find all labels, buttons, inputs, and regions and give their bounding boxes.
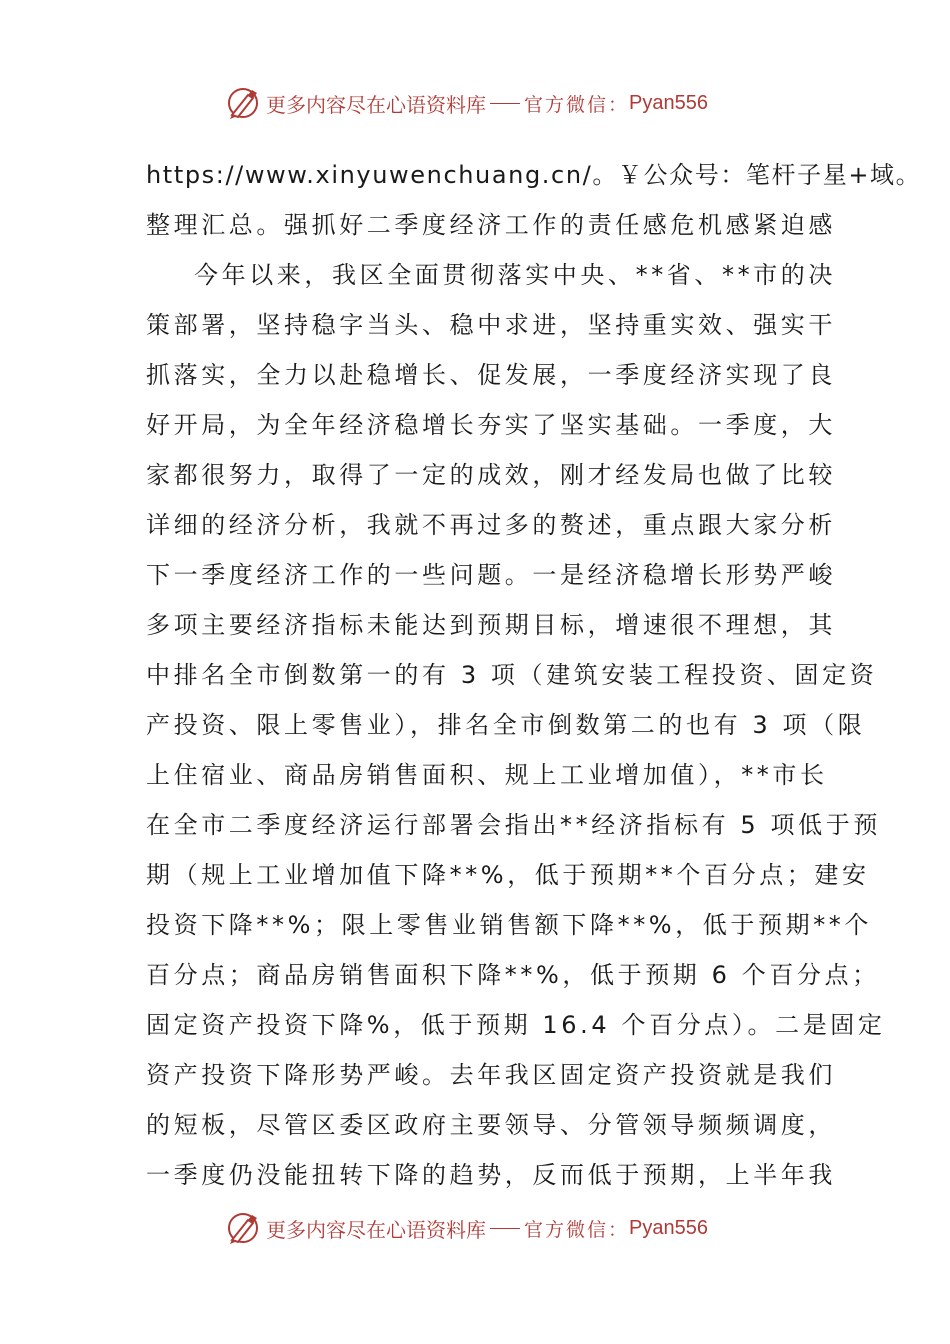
text-line: 固定资产投资下降%，低于预期 16.4 个百分点）。二是固定 (146, 1011, 886, 1039)
text-line: 多项主要经济指标未能达到预期目标，增速很不理想，其 (146, 611, 836, 639)
text-line: 整理汇总。强抓好二季度经济工作的责任感危机感紧迫感 (146, 211, 836, 239)
text-line: 策部署，坚持稳字当头、稳中求进，坚持重实效、强实干 (146, 311, 836, 339)
document-body (146, 150, 922, 1200)
banner-brand-text: 更多内容尽在心语资料库 (266, 92, 486, 117)
text-line: 详细的经济分析，我就不再过多的赘述，重点跟大家分析 (146, 511, 836, 539)
banner-official-text: 官方微信： (524, 1218, 630, 1241)
text-line: https://www.xinyuwenchuang.cn/。￥公众号：笔杆子星+域。 (146, 161, 922, 189)
text-line: 抓落实，全力以赴稳增长、促发展，一季度经济实现了良 (146, 361, 836, 389)
banner-wechat-id: Pyan556 (629, 91, 708, 114)
text-line: 产投资、限上零售业），排名全市倒数第二的也有 3 项（限 (146, 711, 866, 739)
pen-logo-icon (226, 85, 262, 121)
banner-official-text: 官方微信： (524, 93, 630, 116)
banner-brand-text: 更多内容尽在心语资料库 (266, 1217, 486, 1242)
text-line: 一季度仍没能扭转下降的趋势，反而低于预期，上半年我 (146, 1161, 836, 1189)
pen-logo-icon (226, 1210, 262, 1246)
text-line: 的短板，尽管区委区政府主要领导、分管领导频频调度， (146, 1111, 836, 1139)
banner-wechat-id: Pyan556 (629, 1216, 708, 1239)
text-line: 期（规上工业增加值下降**%，低于预期**个百分点；建安 (146, 861, 870, 889)
text-line: 投资下降**%；限上零售业销售额下降**%，低于预期**个 (146, 911, 873, 939)
text-line: 上住宿业、商品房销售面积、规上工业增加值），**市长 (146, 761, 828, 789)
text-line: 家都很努力，取得了一定的成效，刚才经发局也做了比较 (146, 461, 836, 489)
text-line: 在全市二季度经济运行部署会指出**经济指标有 5 项低于预 (146, 811, 881, 839)
text-line: 资产投资下降形势严峻。去年我区固定资产投资就是我们 (146, 1061, 836, 1089)
banner-divider (490, 103, 520, 104)
banner-divider (490, 1228, 520, 1229)
text-line: 百分点；商品房销售面积下降**%，低于预期 6 个百分点； (146, 961, 880, 989)
text-line: 下一季度经济工作的一些问题。一是经济稳增长形势严峻 (146, 561, 836, 589)
text-line: 今年以来，我区全面贯彻落实中央、**省、**市的决 (194, 261, 836, 289)
header-banner (226, 85, 708, 121)
footer-banner (226, 1210, 708, 1246)
text-line: 中排名全市倒数第一的有 3 项（建筑安装工程投资、固定资 (146, 661, 878, 689)
text-line: 好开局，为全年经济稳增长夯实了坚实基础。一季度，大 (146, 411, 836, 439)
